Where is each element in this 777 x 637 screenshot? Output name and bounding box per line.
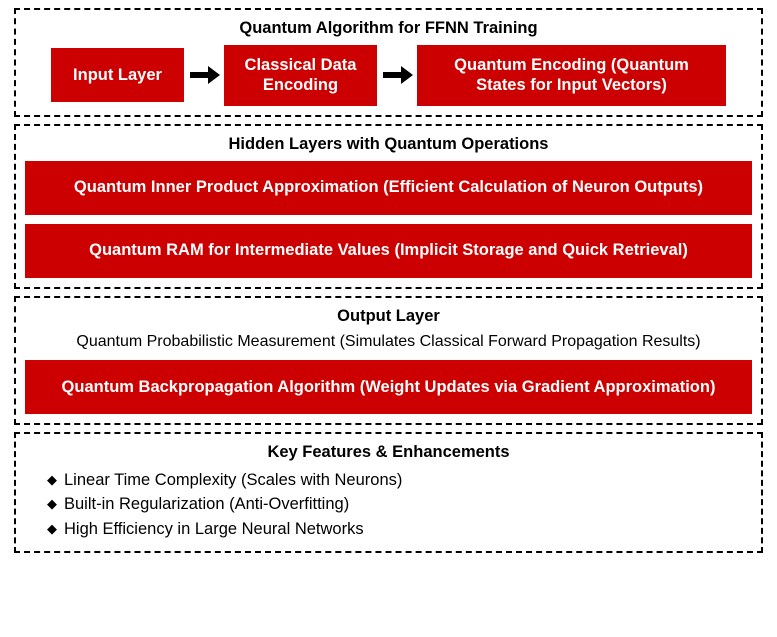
section-key-features <box>14 432 763 553</box>
diamond-bullet-icon: ◆ <box>47 496 57 512</box>
section-title: Hidden Layers with Quantum Operations <box>228 134 549 153</box>
node-classical-data-encoding: Classical Data Encoding <box>224 45 377 106</box>
section-title: Key Features & Enhancements <box>267 442 510 461</box>
arrow-right-icon <box>377 64 417 86</box>
list-item <box>47 518 752 542</box>
node-quantum-ram: Quantum RAM for Intermediate Values (Implicit Storage and Quick Retrieval) <box>25 224 752 278</box>
node-input-layer: Input Layer <box>51 48 184 102</box>
list-item-label: Built-in Regularization (Anti-Overfitting) <box>64 495 350 514</box>
node-quantum-encoding: Quantum Encoding (Quantum States for Input Vectors) <box>417 45 726 106</box>
list-item <box>47 469 752 493</box>
list-item <box>47 493 752 517</box>
diamond-bullet-icon: ◆ <box>47 471 57 487</box>
section-title: Quantum Algorithm for FFNN Training <box>239 19 538 37</box>
node-quantum-backpropagation: Quantum Backpropagation Algorithm (Weight Updates via Gradient Approximation) <box>25 360 752 414</box>
node-quantum-inner-product: Quantum Inner Product Approximation (Efficient Calculation of Neuron Outputs) <box>25 161 752 215</box>
diamond-bullet-icon: ◆ <box>47 521 57 537</box>
section-hidden-layers <box>14 124 763 289</box>
section-title: Output Layer <box>337 306 440 325</box>
section-output-layer <box>14 296 763 425</box>
list-item-label: Linear Time Complexity (Scales with Neurons) <box>64 470 403 489</box>
list-item-label: High Efficiency in Large Neural Networks <box>64 520 364 539</box>
arrow-right-icon <box>184 64 224 86</box>
flow-row <box>25 45 752 106</box>
section-quantum-algorithm <box>14 8 763 117</box>
features-list <box>25 469 752 544</box>
section-subtitle: Quantum Probabilistic Measurement (Simulates Classical Forward Propagation Results) <box>76 333 701 351</box>
